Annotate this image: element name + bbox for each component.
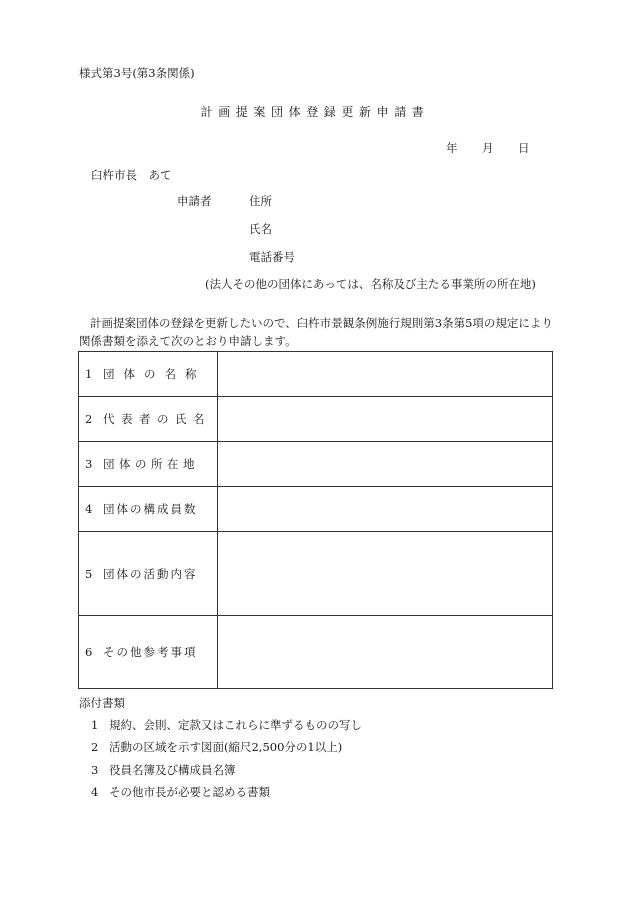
item-number: 3 — [85, 457, 93, 471]
attachment-item — [91, 784, 270, 800]
table-row — [79, 487, 553, 532]
item-value-cell-other-notes[interactable] — [218, 616, 553, 689]
applicant-name-label: 氏名 — [249, 222, 272, 236]
table-row — [79, 616, 553, 689]
item-value-cell-member-count[interactable] — [218, 487, 553, 532]
form-number: 様式第3号(第3条関係) — [79, 66, 195, 80]
attachment-text: その他市長が必要と認める書類 — [109, 785, 270, 799]
attachment-item — [91, 739, 342, 755]
item-label-cell — [79, 397, 218, 442]
item-number: 1 — [85, 367, 93, 381]
item-label: 団体の活動内容 — [103, 566, 198, 581]
item-label-cell — [79, 352, 218, 397]
table-row — [79, 442, 553, 487]
application-statement: 計画提案団体の登録を更新したいので、臼杵市景観条例施行規則第3条第5項の規定により関係書類を添えて次のとおり申請します。 — [79, 316, 553, 348]
item-label: その他参考事項 — [103, 645, 198, 659]
attachment-number: 4 — [91, 785, 99, 799]
date-year-label: 年 — [446, 141, 458, 155]
item-value-cell-group-address[interactable] — [218, 442, 553, 487]
item-label-cell — [79, 487, 218, 532]
item-value-cell-activities[interactable] — [218, 532, 553, 616]
item-label-cell — [79, 616, 218, 689]
item-number: 6 — [85, 645, 93, 659]
item-label: 団体の名称 — [103, 367, 206, 381]
applicant-label: 申請者 — [177, 194, 212, 208]
table-row — [79, 352, 553, 397]
attachments-title: 添付書類 — [79, 696, 125, 710]
application-items-table — [78, 351, 553, 689]
date-month-label: 月 — [482, 141, 494, 155]
applicant-note: (法人その他の団体にあっては、名称及び主たる事業所の所在地) — [205, 277, 536, 291]
page-title: 計画提案団体登録更新申請書 — [200, 105, 430, 119]
attachment-item — [91, 762, 236, 778]
applicant-address-label: 住所 — [249, 194, 272, 208]
applicant-phone-label: 電話番号 — [249, 250, 295, 264]
item-number: 5 — [85, 566, 93, 581]
item-label: 団体の構成員数 — [103, 502, 198, 516]
item-number: 2 — [85, 412, 93, 426]
item-label: 代表者の氏名 — [103, 412, 211, 426]
item-number: 4 — [85, 502, 93, 516]
attachment-text: 規約、会則、定款又はこれらに準ずるものの写し — [109, 718, 362, 732]
attachment-number: 1 — [91, 718, 99, 732]
item-value-cell-group-name[interactable] — [218, 352, 553, 397]
table-row — [79, 397, 553, 442]
item-label-cell — [79, 532, 218, 616]
item-value-cell-representative-name[interactable] — [218, 397, 553, 442]
date-day-label: 日 — [518, 141, 530, 155]
item-label: 団体の所在地 — [103, 457, 199, 471]
addressee: 臼杵市長 あて — [91, 168, 172, 182]
table-row — [79, 532, 553, 616]
attachment-item — [91, 717, 362, 733]
attachment-number: 2 — [91, 740, 99, 754]
item-label-cell — [79, 442, 218, 487]
attachment-text: 役員名簿及び構成員名簿 — [109, 763, 236, 777]
attachment-text: 活動の区域を示す図面(縮尺2,500分の1以上) — [109, 740, 343, 754]
attachment-number: 3 — [91, 763, 99, 777]
